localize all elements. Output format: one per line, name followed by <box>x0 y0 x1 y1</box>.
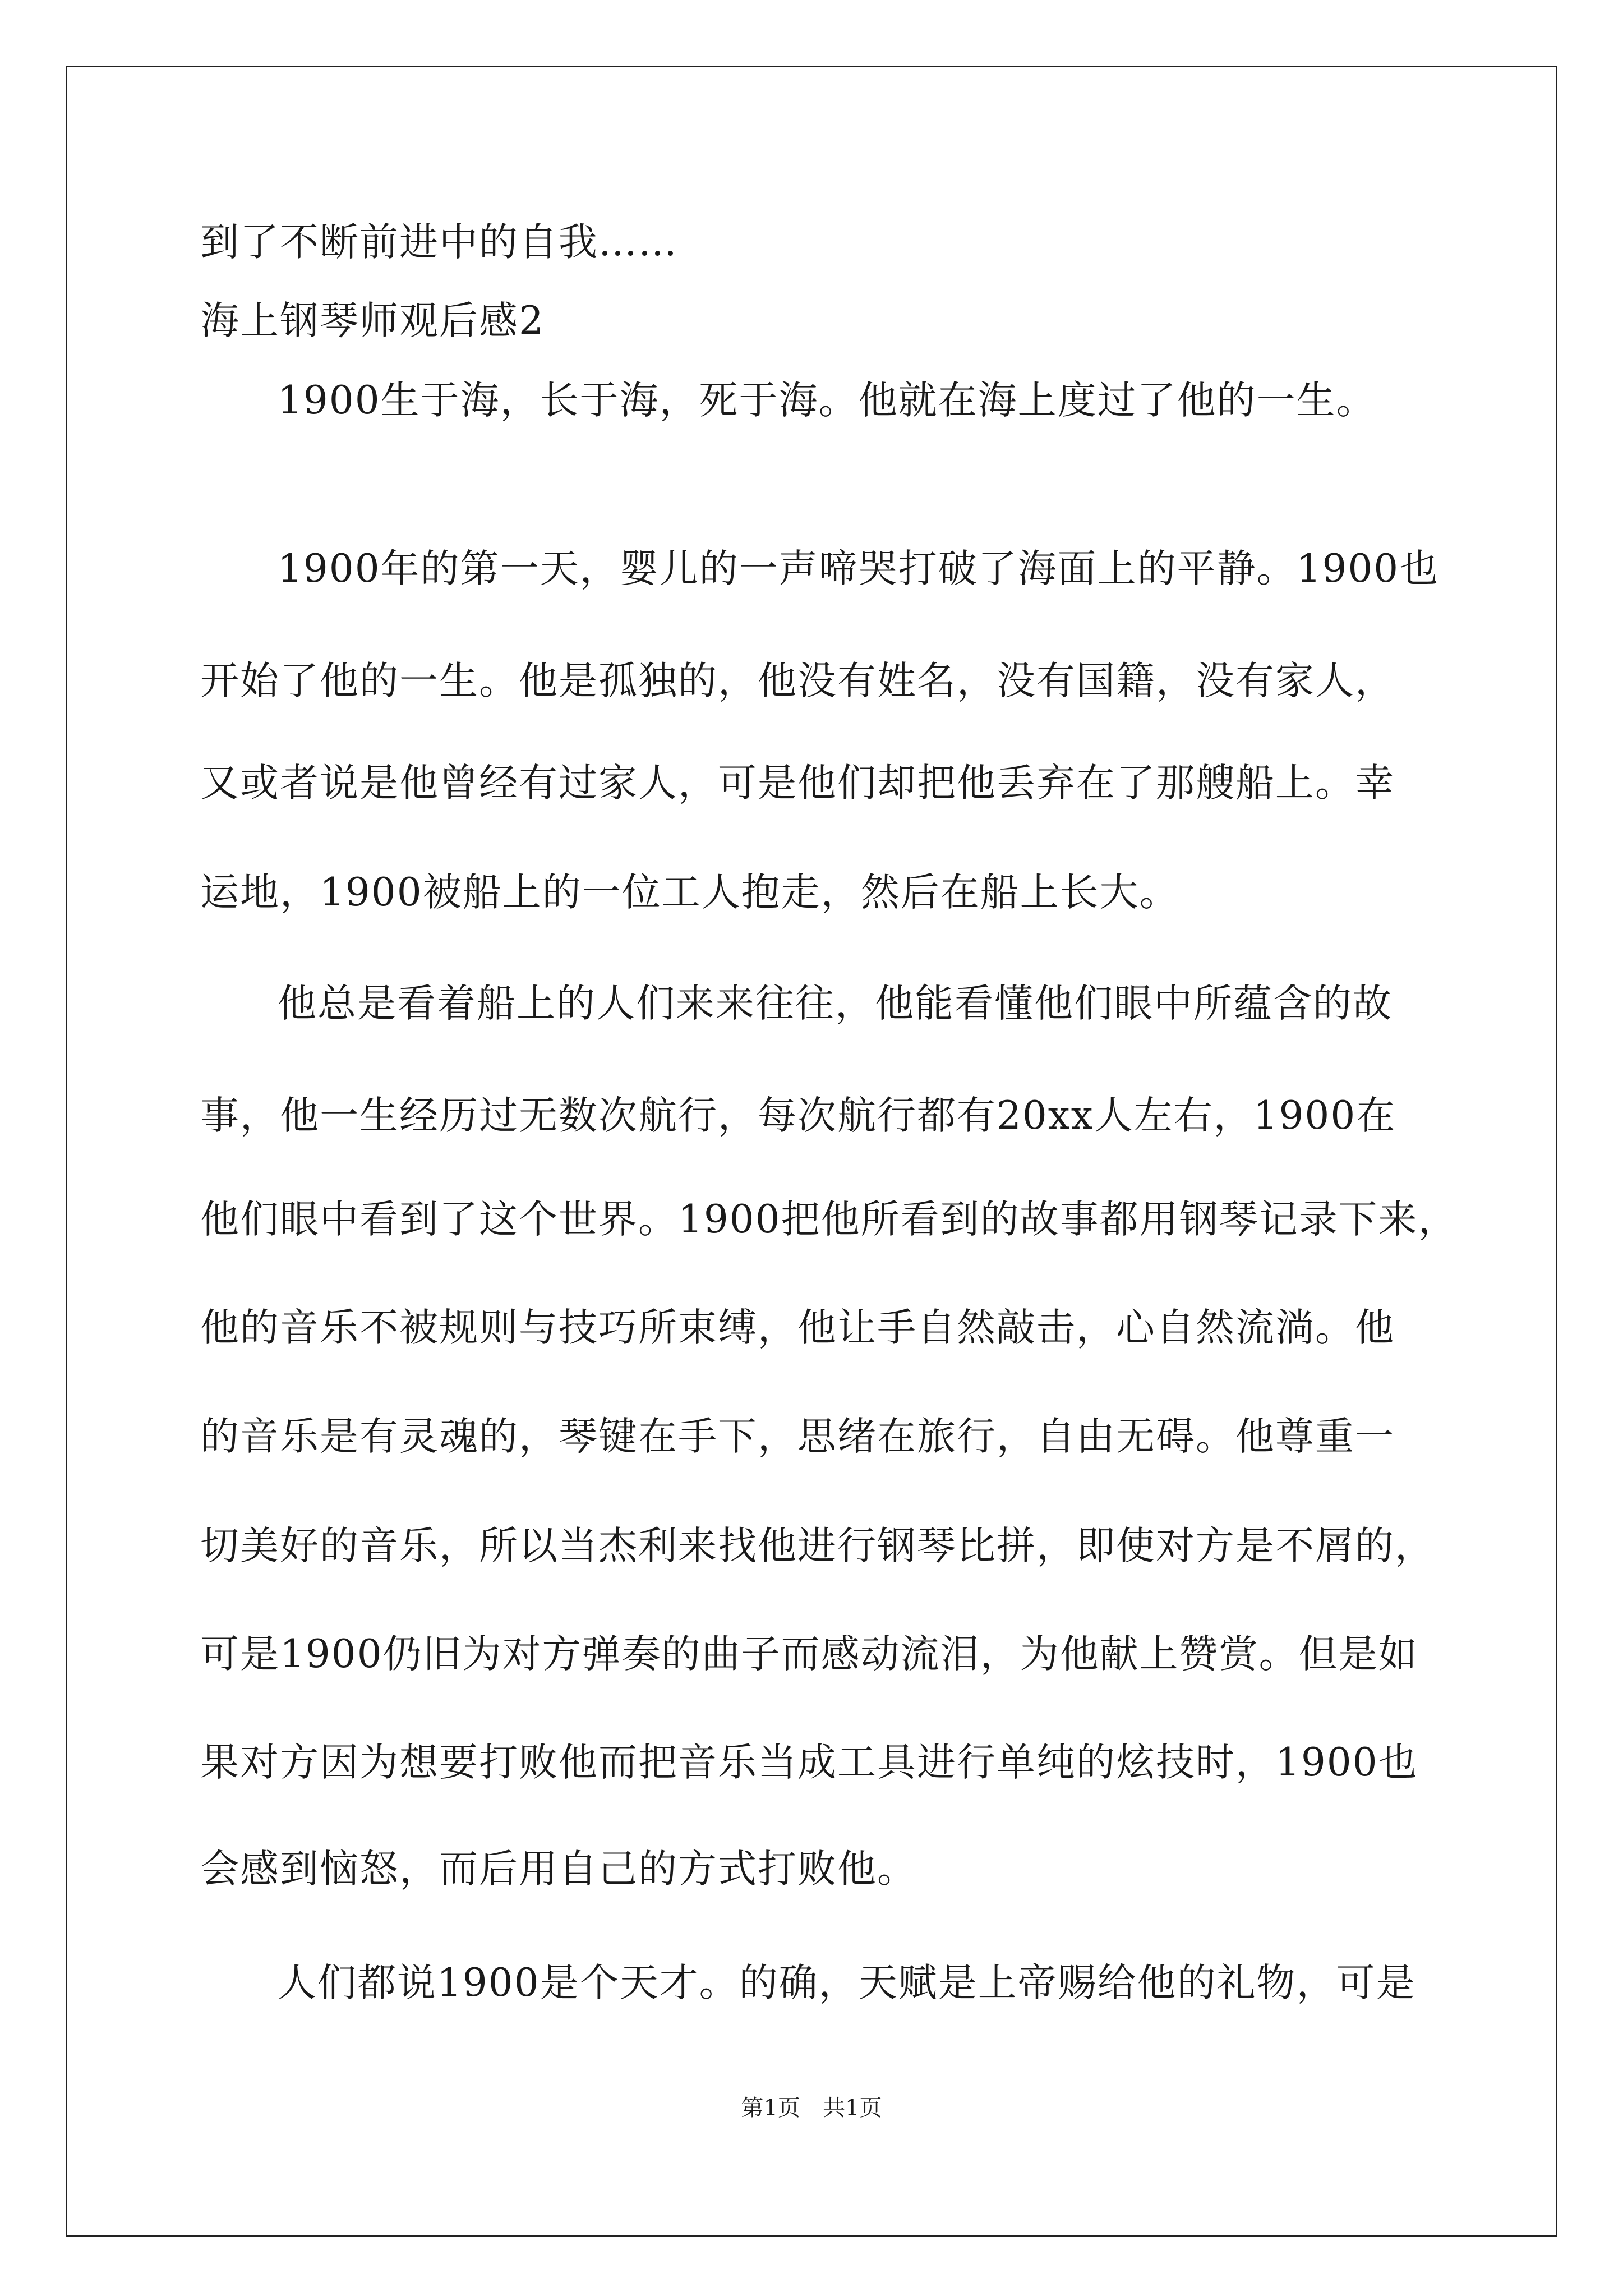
paragraph-line: 可是1900仍旧为对方弹奏的曲子而感动流泪，为他献上赞赏。但是如 <box>200 1632 1418 1677</box>
paragraph-line: 会感到恼怒，而后用自己的方式打败他。 <box>200 1847 917 1892</box>
paragraph-line: 他的音乐不被规则与技巧所束缚，他让手自然敲击，心自然流淌。他 <box>200 1305 1395 1350</box>
paragraph-line: 他们眼中看到了这个世界。1900把他所看到的故事都用钢琴记录下来， <box>200 1197 1458 1242</box>
paragraph-line: 切美好的音乐，所以当杰利来找他进行钢琴比拼，即使对方是不屑的， <box>200 1524 1435 1568</box>
page-footer: 第1页 共1页 <box>741 2095 882 2121</box>
paragraph-line: 的音乐是有灵魂的，琴键在手下，思绪在旅行，自由无碍。他尊重一 <box>200 1414 1395 1459</box>
paragraph-line: 又或者说是他曾经有过家人，可是他们却把他丢弃在了那艘船上。幸 <box>200 761 1395 806</box>
paragraph-line: 1900年的第一天，婴儿的一声啼哭打破了海面上的平静。1900也 <box>278 546 1440 591</box>
text-line: 到了不断前进中的自我…… <box>200 220 678 265</box>
paragraph-line: 开始了他的一生。他是孤独的，他没有姓名，没有国籍，没有家人， <box>200 659 1395 703</box>
paragraph-line: 运地，1900被船上的一位工人抱走，然后在船上长大。 <box>200 870 1179 915</box>
section-title: 海上钢琴师观后感2 <box>200 298 545 343</box>
paragraph-line: 事，他一生经历过无数次航行，每次航行都有20xx人左右，1900在 <box>200 1093 1396 1138</box>
paragraph-line: 他总是看着船上的人们来来往往，他能看懂他们眼中所蕴含的故 <box>278 981 1393 1026</box>
paragraph-line: 1900生于海，长于海，死于海。他就在海上度过了他的一生。 <box>278 378 1376 423</box>
paragraph-line: 果对方因为想要打败他而把音乐当成工具进行单纯的炫技时，1900也 <box>200 1740 1418 1785</box>
paragraph-line: 人们都说1900是个天才。的确，天赋是上帝赐给他的礼物，可是 <box>278 1961 1416 2005</box>
